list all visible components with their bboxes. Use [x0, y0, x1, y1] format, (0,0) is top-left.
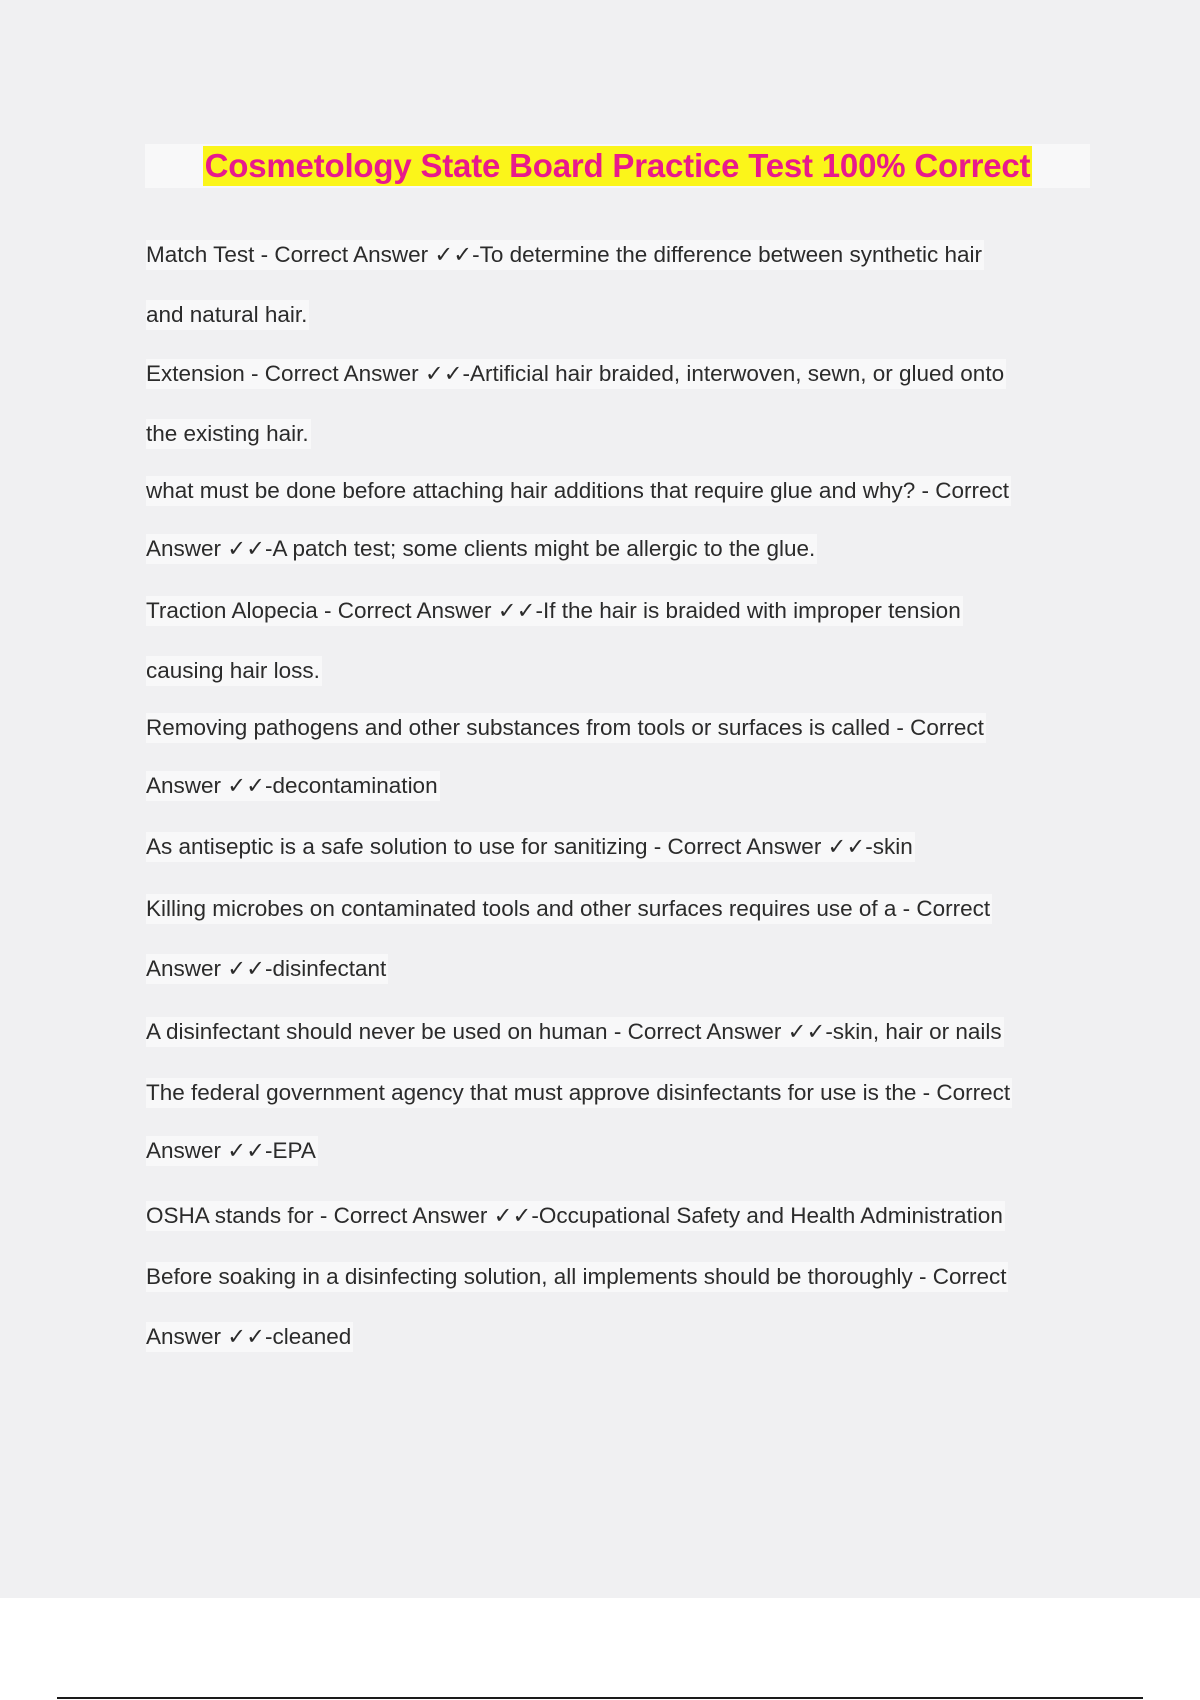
- qa-line: Answer ✓✓-disinfectant: [146, 954, 388, 984]
- qa-line: Answer ✓✓-EPA: [146, 1136, 318, 1166]
- footer-divider: [57, 1697, 1143, 1699]
- document-title: Cosmetology State Board Practice Test 100% Correct: [204, 147, 1031, 184]
- qa-line: OSHA stands for - Correct Answer ✓✓-Occupational Safety and Health Administration: [146, 1201, 1005, 1231]
- title-block: [145, 144, 1090, 188]
- qa-line: Traction Alopecia - Correct Answer ✓✓-If the hair is braided with improper tension: [146, 596, 963, 626]
- qa-line: A disinfectant should never be used on human - Correct Answer ✓✓-skin, hair or nails: [146, 1017, 1004, 1047]
- qa-line: Answer ✓✓-A patch test; some clients might be allergic to the glue.: [146, 534, 817, 564]
- qa-line: and natural hair.: [146, 300, 309, 330]
- qa-line: causing hair loss.: [146, 656, 322, 686]
- qa-line: As antiseptic is a safe solution to use for sanitizing - Correct Answer ✓✓-skin: [146, 832, 915, 862]
- qa-line: Before soaking in a disinfecting solution, all implements should be thoroughly - Correct: [146, 1262, 1008, 1292]
- qa-line: Answer ✓✓-decontamination: [146, 771, 440, 801]
- qa-line: Killing microbes on contaminated tools and other surfaces requires use of a - Correct: [146, 894, 992, 924]
- qa-line: Extension - Correct Answer ✓✓-Artificial hair braided, interwoven, sewn, or glued onto: [146, 359, 1006, 389]
- qa-line: the existing hair.: [146, 419, 311, 449]
- qa-line: Removing pathogens and other substances from tools or surfaces is called - Correct: [146, 713, 986, 743]
- qa-line: what must be done before attaching hair additions that require glue and why? - Correct: [146, 476, 1011, 506]
- qa-line: Answer ✓✓-cleaned: [146, 1322, 353, 1352]
- qa-line: The federal government agency that must approve disinfectants for use is the - Correct: [146, 1078, 1012, 1108]
- qa-line: Match Test - Correct Answer ✓✓-To determine the difference between synthetic hair: [146, 240, 984, 270]
